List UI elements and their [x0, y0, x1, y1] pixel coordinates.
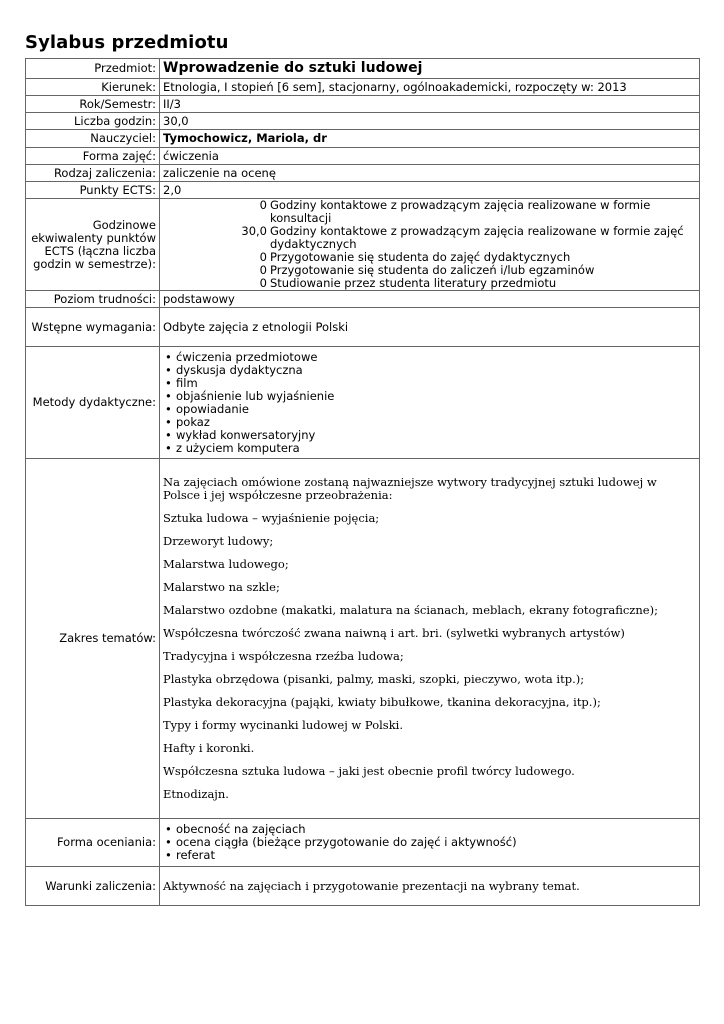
ects-hours-desc: Godziny kontaktowe z prowadzącym zajęcia realizowane w formie konsultacji: [270, 198, 651, 225]
ects-hours-item: [163, 199, 696, 225]
liczba-godzin-label: Liczba godzin:: [26, 113, 160, 130]
row-przedmiot: [26, 59, 700, 79]
list-item: • film: [163, 377, 696, 390]
zakres-tematow-content: [160, 459, 700, 819]
kierunek-label: Kierunek:: [26, 79, 160, 96]
ects-hours-desc: Przygotowanie się studenta do zaliczeń i/lub egzaminów: [270, 263, 595, 277]
topic-paragraph: Współczesna twórczość zwana naiwną i art. bri. (sylwetki wybranych artystów): [163, 626, 625, 640]
topic-paragraph: Etnodizajn.: [163, 787, 229, 801]
row-nauczyciel: [26, 130, 700, 148]
przedmiot-value: Wprowadzenie do sztuki ludowej: [160, 59, 700, 79]
warunki-zaliczenia-value: Aktywność na zajęciach i przygotowanie prezentacji na wybrany temat.: [160, 867, 700, 906]
nauczyciel-label: Nauczyciel:: [26, 130, 160, 148]
row-punkty-ects: [26, 182, 700, 199]
list-item: • pokaz: [163, 416, 696, 429]
topic-paragraph: Plastyka dekoracyjna (pająki, kwiaty bibułkowe, tkanina dekoracyjna, itp.);: [163, 695, 601, 709]
kierunek-value: Etnologia, I stopień [6 sem], stacjonarny, ogólnoakademicki, rozpoczęty w: 2013: [160, 79, 700, 96]
rodzaj-zaliczenia-value: zaliczenie na ocenę: [160, 165, 700, 182]
list-item: • objaśnienie lub wyjaśnienie: [163, 390, 696, 403]
rodzaj-zaliczenia-label: Rodzaj zaliczenia:: [26, 165, 160, 182]
nauczyciel-value: Tymochowicz, Mariola, dr: [160, 130, 700, 148]
warunki-zaliczenia-label: Warunki zaliczenia:: [26, 867, 160, 906]
list-item: • wykład konwersatoryjny: [163, 429, 696, 442]
list-item: • dyskusja dydaktyczna: [163, 364, 696, 377]
topic-paragraph: Typy i formy wycinanki ludowej w Polski.: [163, 718, 403, 732]
ects-hours-item: [163, 277, 696, 290]
row-poziom-trudnosci: [26, 291, 700, 308]
punkty-ects-label: Punkty ECTS:: [26, 182, 160, 199]
oceniania-list: [163, 823, 696, 862]
row-ects-hours: [26, 199, 700, 291]
row-metody-dydaktyczne: [26, 347, 700, 459]
topic-paragraph: Malarstwo ozdobne (makatki, malatura na ścianach, meblach, ekrany fotograficzne);: [163, 603, 658, 617]
topic-paragraph: Współczesna sztuka ludowa – jaki jest obecnie profil twórcy ludowego.: [163, 764, 575, 778]
rok-semestr-value: II/3: [160, 96, 700, 113]
ects-hours-value: 0: [259, 263, 267, 277]
ects-hours-value: 0: [259, 276, 267, 290]
row-kierunek: [26, 79, 700, 96]
list-item: • referat: [163, 849, 696, 862]
row-wstepne-wymagania: [26, 308, 700, 347]
topic-paragraph: Plastyka obrzędowa (pisanki, palmy, maski, szopki, pieczywo, wota itp.);: [163, 672, 585, 686]
page-title: Sylabus przedmiotu: [25, 32, 229, 53]
metody-list: [163, 351, 696, 455]
topic-paragraph: Sztuka ludowa – wyjaśnienie pojęcia;: [163, 511, 380, 525]
zakres-tematow-label: Zakres tematów:: [26, 459, 160, 819]
topic-paragraph: Malarstwo na szkle;: [163, 580, 280, 594]
list-item: • ćwiczenia przedmiotowe: [163, 351, 696, 364]
topic-paragraph: Tradycyjna i współczesna rzeźba ludowa;: [163, 649, 404, 663]
wstepne-wymagania-value: Odbyte zajęcia z etnologii Polski: [160, 308, 700, 347]
rok-semestr-label: Rok/Semestr:: [26, 96, 160, 113]
wstepne-wymagania-label: Wstępne wymagania:: [26, 308, 160, 347]
list-item: • z użyciem komputera: [163, 442, 696, 455]
list-item: • ocena ciągła (bieżące przygotowanie do zajęć i aktywność): [163, 836, 696, 849]
row-zakres-tematow: [26, 459, 700, 819]
liczba-godzin-value: 30,0: [160, 113, 700, 130]
ects-hours-value: 0: [259, 198, 267, 212]
topic-paragraph: Drzeworyt ludowy;: [163, 534, 274, 548]
przedmiot-label: Przedmiot:: [26, 59, 160, 79]
punkty-ects-value: 2,0: [160, 182, 700, 199]
row-rok-semestr: [26, 96, 700, 113]
ects-hours-item: [163, 225, 696, 251]
row-warunki-zaliczenia: [26, 867, 700, 906]
list-item: • obecność na zajęciach: [163, 823, 696, 836]
topic-paragraph: Malarstwa ludowego;: [163, 557, 289, 571]
ects-hours-list: [160, 199, 700, 291]
topic-paragraph: Hafty i koronki.: [163, 741, 255, 755]
forma-oceniania-label: Forma oceniania:: [26, 819, 160, 867]
ects-hours-desc: Przygotowanie się studenta do zajęć dydaktycznych: [270, 250, 571, 264]
poziom-trudnosci-value: podstawowy: [160, 291, 700, 308]
syllabus-table: [25, 58, 700, 906]
row-liczba-godzin: [26, 113, 700, 130]
topic-paragraph: Na zajęciach omówione zostaną najwazniejsze wytwory tradycyjnej sztuki ludowej w Polsce i jej współczesne przeobrażenia:: [163, 475, 657, 502]
row-forma-zajec: [26, 148, 700, 165]
ects-hours-value: 30,0: [241, 224, 267, 238]
row-rodzaj-zaliczenia: [26, 165, 700, 182]
poziom-trudnosci-label: Poziom trudności:: [26, 291, 160, 308]
ects-hours-desc: Studiowanie przez studenta literatury przedmiotu: [270, 276, 557, 290]
forma-zajec-value: ćwiczenia: [160, 148, 700, 165]
forma-zajec-label: Forma zajęć:: [26, 148, 160, 165]
list-item: • opowiadanie: [163, 403, 696, 416]
ects-hours-desc: Godziny kontaktowe z prowadzącym zajęcia realizowane w formie zajęć dydaktycznych: [270, 224, 684, 251]
metody-dydaktyczne-label: Metody dydaktyczne:: [26, 347, 160, 459]
ects-hours-label: Godzinowe ekwiwalenty punktów ECTS (łączna liczba godzin w semestrze):: [26, 199, 160, 291]
row-forma-oceniania: [26, 819, 700, 867]
ects-hours-value: 0: [259, 250, 267, 264]
